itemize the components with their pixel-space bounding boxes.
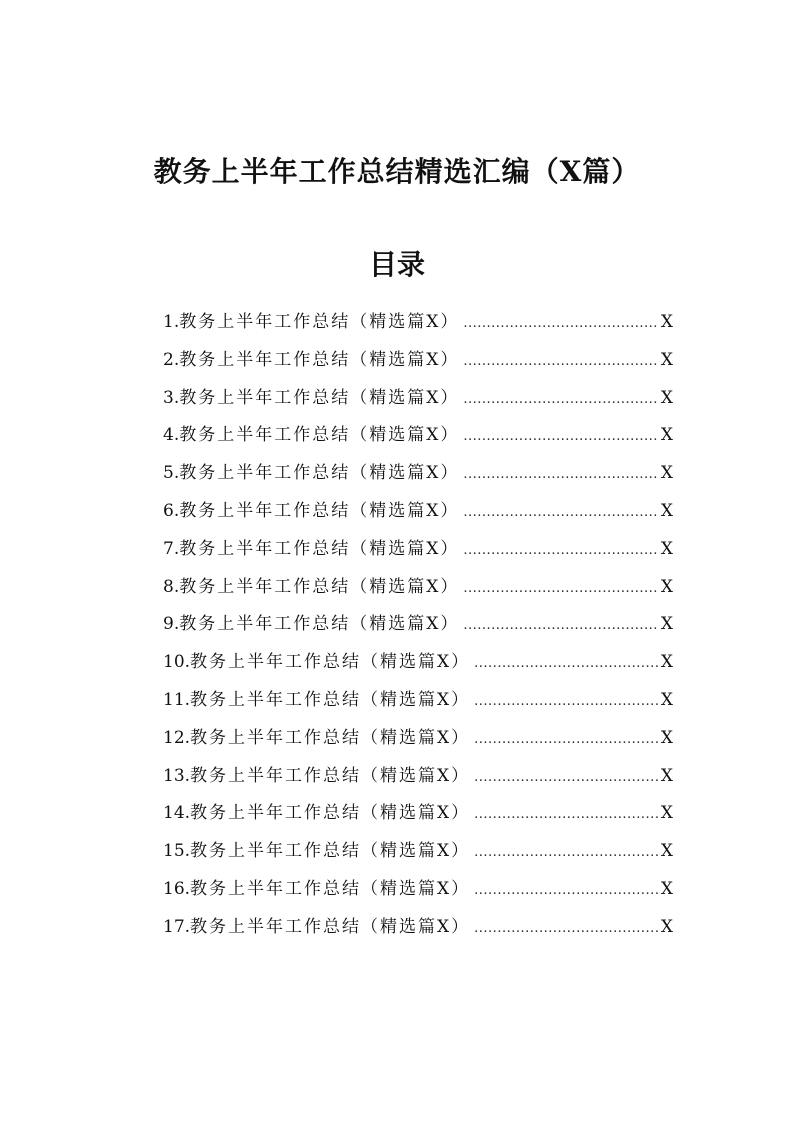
dot-leader — [474, 683, 658, 721]
toc-entry-page: X — [660, 463, 673, 484]
toc-entry-number: 10. — [163, 652, 191, 673]
toc-entry-number: 5. — [163, 463, 180, 484]
dot-leader — [474, 910, 658, 948]
toc-entry-number: 1. — [163, 312, 180, 332]
toc-entry-page: X — [660, 349, 673, 370]
toc-entry-number: 8. — [163, 576, 180, 597]
toc-entry[interactable] — [163, 531, 673, 569]
toc-entry-number: 15. — [163, 841, 191, 862]
toc-entry[interactable] — [163, 493, 673, 531]
toc-entry-title: 教务上半年工作总结（精选篇X） — [179, 538, 460, 559]
toc-entry-page: X — [660, 841, 673, 862]
dot-leader — [474, 796, 658, 834]
toc-entry-number: 16. — [163, 878, 191, 899]
dot-leader — [474, 759, 658, 797]
toc-entry-page: X — [660, 689, 673, 710]
dot-leader — [463, 570, 658, 608]
toc-entry-page: X — [660, 425, 673, 446]
toc-entry-title: 教务上半年工作总结（精选篇X） — [179, 387, 460, 408]
toc-entry[interactable] — [163, 795, 673, 833]
toc-entry-title: 教务上半年工作总结（精选篇X） — [179, 576, 460, 597]
toc-entry[interactable] — [163, 909, 673, 947]
dot-leader — [463, 494, 658, 532]
toc-heading: 目录 — [368, 248, 425, 282]
dot-leader — [474, 872, 658, 910]
toc-entry-number: 12. — [163, 727, 191, 748]
toc-entry[interactable] — [163, 606, 673, 644]
toc-entry[interactable] — [163, 720, 673, 758]
toc-entry[interactable] — [163, 833, 673, 871]
toc-entry-number: 17. — [163, 916, 191, 937]
toc-entry[interactable] — [163, 644, 673, 682]
toc-entry[interactable] — [163, 682, 673, 720]
toc-entry-number: 6. — [163, 500, 180, 521]
toc-entry-page: X — [660, 878, 673, 899]
toc-entry-number: 11. — [163, 689, 191, 710]
toc-entry-title: 教务上半年工作总结（精选篇X） — [190, 841, 471, 862]
toc-entry-title: 教务上半年工作总结（精选篇X） — [179, 463, 460, 484]
document-title: 教务上半年工作总结精选汇编（X篇） — [153, 154, 641, 188]
toc-entry-title: 教务上半年工作总结（精选篇X） — [190, 878, 471, 899]
toc-entry[interactable] — [163, 380, 673, 418]
toc-entry-number: 4. — [163, 425, 180, 446]
toc-entry-number: 3. — [163, 387, 180, 408]
dot-leader — [463, 381, 658, 419]
toc-entry-number: 14. — [163, 803, 191, 824]
toc-entry-number: 13. — [163, 765, 191, 786]
toc-entry-number: 7. — [163, 538, 180, 559]
toc-entry[interactable] — [163, 758, 673, 796]
toc-entry-title: 教务上半年工作总结（精选篇X） — [190, 689, 471, 710]
toc-entry-page: X — [660, 387, 673, 408]
dot-leader — [463, 343, 658, 381]
dot-leader — [474, 721, 658, 759]
dot-leader — [474, 834, 658, 872]
dot-leader — [463, 456, 658, 494]
toc-entry[interactable] — [163, 417, 673, 455]
toc-entry-page: X — [660, 312, 673, 332]
toc-entry[interactable] — [163, 342, 673, 380]
toc-entry-title: 教务上半年工作总结（精选篇X） — [190, 652, 471, 673]
toc-entry-page: X — [660, 500, 673, 521]
toc-entry[interactable] — [163, 455, 673, 493]
toc-entry-title: 教务上半年工作总结（精选篇X） — [190, 727, 471, 748]
toc-entry[interactable] — [163, 569, 673, 607]
toc-entry-title: 教务上半年工作总结（精选篇X） — [190, 916, 471, 937]
toc-entry-page: X — [660, 652, 673, 673]
dot-leader — [463, 305, 658, 343]
dot-leader — [463, 532, 658, 570]
toc-entry-page: X — [660, 614, 673, 635]
dot-leader — [463, 607, 658, 645]
toc-entry-title: 教务上半年工作总结（精选篇X） — [179, 349, 460, 370]
toc-entry-number: 2. — [163, 349, 180, 370]
toc-entry-page: X — [660, 803, 673, 824]
toc-entry[interactable] — [163, 304, 673, 342]
table-of-contents — [163, 304, 673, 947]
toc-entry-title: 教务上半年工作总结（精选篇X） — [179, 312, 460, 332]
toc-entry-title: 教务上半年工作总结（精选篇X） — [179, 425, 460, 446]
toc-entry-title: 教务上半年工作总结（精选篇X） — [179, 614, 460, 635]
toc-entry-title: 教务上半年工作总结（精选篇X） — [190, 765, 471, 786]
dot-leader — [474, 645, 658, 683]
dot-leader — [463, 418, 658, 456]
toc-entry-page: X — [660, 916, 673, 937]
toc-entry-title: 教务上半年工作总结（精选篇X） — [190, 803, 471, 824]
toc-entry-title: 教务上半年工作总结（精选篇X） — [179, 500, 460, 521]
toc-entry-number: 9. — [163, 614, 180, 635]
toc-entry-page: X — [660, 727, 673, 748]
toc-entry-page: X — [660, 765, 673, 786]
toc-entry-page: X — [660, 538, 673, 559]
toc-entry[interactable] — [163, 871, 673, 909]
toc-entry-page: X — [660, 576, 673, 597]
